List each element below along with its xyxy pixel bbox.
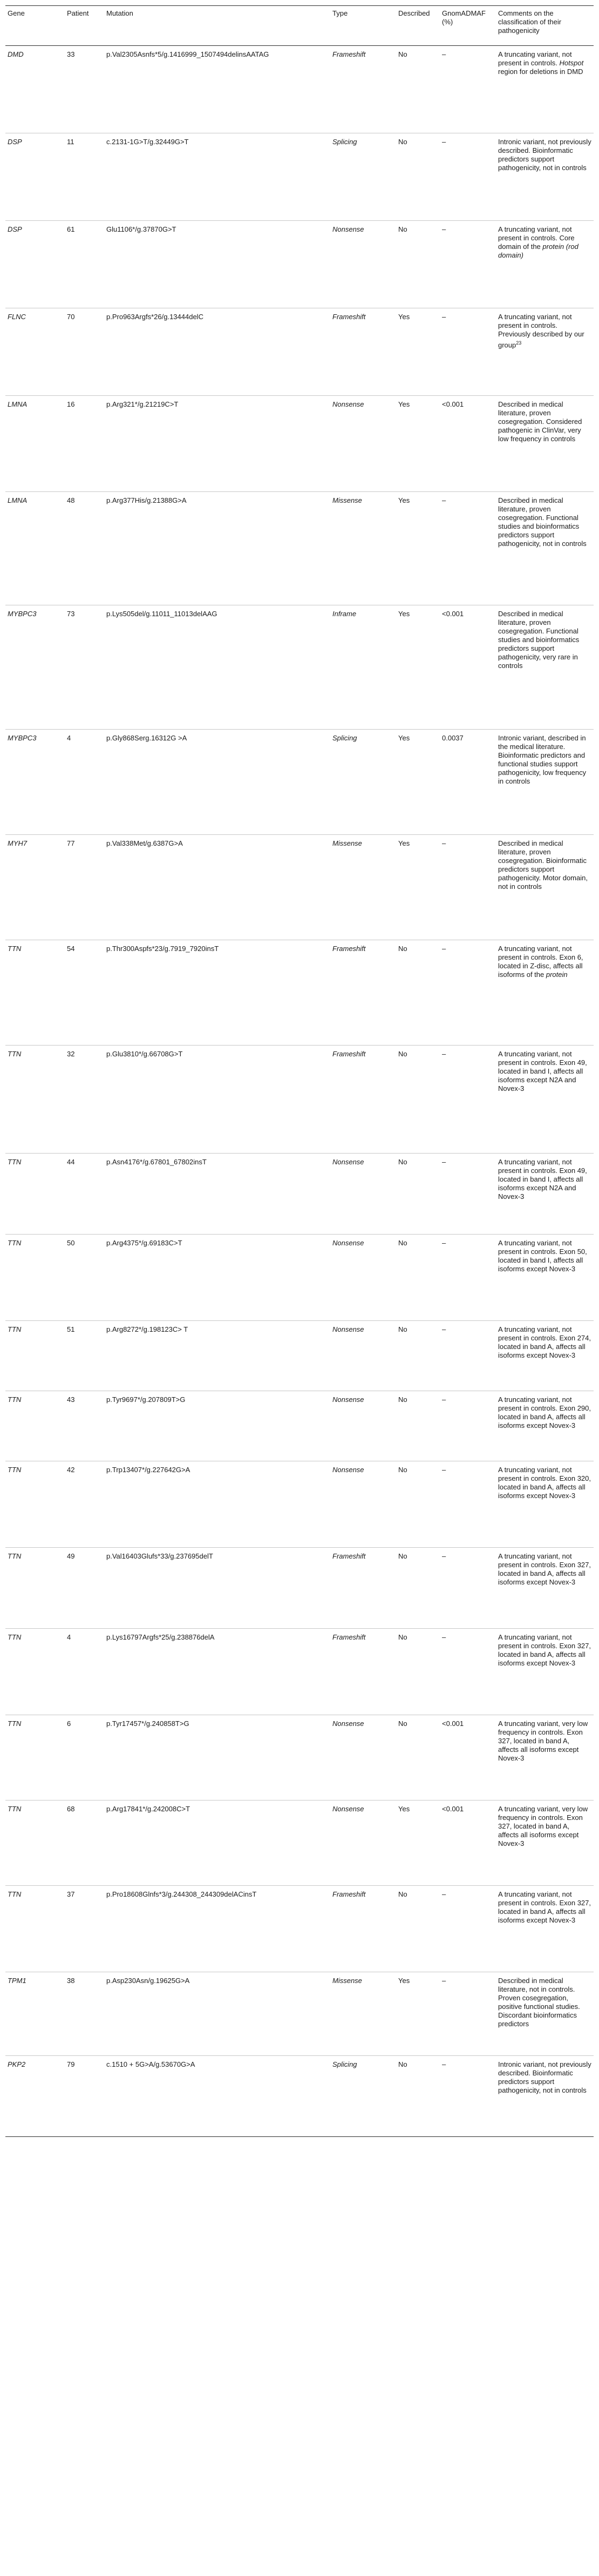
- comment-italic-text: protein: [546, 970, 568, 979]
- gene-cell: TTN: [5, 1391, 65, 1461]
- table-row: [5, 492, 594, 605]
- patient-cell: 6: [65, 1715, 104, 1800]
- type-cell: Nonsense: [330, 221, 396, 308]
- comment-text: A truncating variant, not present in controls. Exon 327, located in band A, affects all isoforms except Novex-3: [498, 1633, 591, 1667]
- gnomad-cell: –: [440, 1461, 496, 1548]
- gene-cell: TPM1: [5, 1972, 65, 2056]
- mutation-cell: c.1510 + 5G>A/g.53670G>A: [104, 2056, 330, 2137]
- gnomad-cell: <0.001: [440, 605, 496, 730]
- table-row: [5, 1548, 594, 1629]
- comment-text: Described in medical literature, not in controls. Proven cosegregation, positive functional studies. Discordant bioinformatics predictors: [498, 1977, 580, 2028]
- gnomad-cell: <0.001: [440, 396, 496, 492]
- gnomad-cell: –: [440, 835, 496, 940]
- type-cell: Frameshift: [330, 1886, 396, 1972]
- table-row: [5, 730, 594, 835]
- table-row: [5, 1886, 594, 1972]
- comment-text: A truncating variant, not present in controls. Exon 49, located in band I, affects all isoforms except N2A and Novex-3: [498, 1158, 587, 1201]
- comment-italic-text: protein (rod domain): [498, 242, 578, 259]
- mutation-cell: p.Trp13407*/g.227642G>A: [104, 1461, 330, 1548]
- comments-cell: [496, 1461, 594, 1548]
- comment-text: A truncating variant, not present in controls. Exon 320, located in band A, affects all isoforms except Novex-3: [498, 1466, 591, 1500]
- comment-text: A truncating variant, very low frequency in controls. Exon 327, located in band A, affects all isoforms except Novex-3: [498, 1805, 588, 1847]
- mutation-cell: p.Asp230Asn/g.19625G>A: [104, 1972, 330, 2056]
- patient-cell: 51: [65, 1321, 104, 1391]
- gene-cell: TTN: [5, 1886, 65, 1972]
- described-cell: No: [396, 940, 440, 1046]
- type-cell: Nonsense: [330, 396, 396, 492]
- gene-cell: TTN: [5, 1461, 65, 1548]
- comment-reference: 23: [516, 340, 522, 346]
- table-row: [5, 133, 594, 221]
- mutation-cell: p.Lys16797Argfs*25/g.238876delA: [104, 1629, 330, 1715]
- gnomad-cell: –: [440, 1886, 496, 1972]
- patient-cell: 4: [65, 1629, 104, 1715]
- comments-cell: [496, 1800, 594, 1886]
- gene-cell: FLNC: [5, 308, 65, 396]
- described-cell: No: [396, 1715, 440, 1800]
- comments-cell: [496, 605, 594, 730]
- mutation-cell: c.2131-1G>T/g.32449G>T: [104, 133, 330, 221]
- variants-table-container: [5, 5, 594, 2137]
- table-row: [5, 1391, 594, 1461]
- type-cell: Missense: [330, 835, 396, 940]
- gene-cell: TTN: [5, 940, 65, 1046]
- mutation-cell: p.Arg4375*/g.69183C>T: [104, 1235, 330, 1321]
- header-comments: Comments on the classification of their pathogenicity: [496, 6, 594, 46]
- comments-cell: [496, 221, 594, 308]
- gnomad-cell: –: [440, 940, 496, 1046]
- mutation-cell: p.Val338Met/g.6387G>A: [104, 835, 330, 940]
- patient-cell: 37: [65, 1886, 104, 1972]
- mutation-cell: p.Asn4176*/g.67801_67802insT: [104, 1154, 330, 1235]
- table-row: [5, 605, 594, 730]
- described-cell: No: [396, 1046, 440, 1154]
- type-cell: Frameshift: [330, 1046, 396, 1154]
- table-body: [5, 46, 594, 2137]
- mutation-cell: p.Gly868Serg.16312G >A: [104, 730, 330, 835]
- comment-text: A truncating variant, not present in controls. Exon 6, located in Z-disc, affects all isoforms of the: [498, 945, 583, 979]
- comment-text: A truncating variant, not present in controls. Exon 327, located in band A, affects all isoforms except Novex-3: [498, 1552, 591, 1586]
- table-row: [5, 1154, 594, 1235]
- mutation-cell: p.Arg8272*/g.198123C> T: [104, 1321, 330, 1391]
- comment-text: A truncating variant, very low frequency in controls. Exon 327, located in band A, affects all isoforms except Novex-3: [498, 1719, 588, 1762]
- gene-cell: TTN: [5, 1800, 65, 1886]
- patient-cell: 79: [65, 2056, 104, 2137]
- mutation-cell: p.Pro18608Glnfs*3/g.244308_244309delACinsT: [104, 1886, 330, 1972]
- comments-cell: [496, 1046, 594, 1154]
- mutation-cell: p.Val16403Glufs*33/g.237695delT: [104, 1548, 330, 1629]
- comment-text-tail: region for deletions in DMD: [498, 68, 583, 76]
- type-cell: Missense: [330, 1972, 396, 2056]
- comment-text: Described in medical literature, proven cosegregation. Bioinformatic predictors support pathogenicity. Motor domain, not in controls: [498, 839, 588, 891]
- described-cell: No: [396, 1629, 440, 1715]
- header-row: [5, 6, 594, 46]
- type-cell: Missense: [330, 492, 396, 605]
- gnomad-cell: –: [440, 1154, 496, 1235]
- comments-cell: [496, 46, 594, 133]
- gnomad-cell: –: [440, 1235, 496, 1321]
- gnomad-cell: –: [440, 1629, 496, 1715]
- comment-italic-text: Hotspot: [559, 59, 584, 67]
- described-cell: No: [396, 1391, 440, 1461]
- described-cell: Yes: [396, 308, 440, 396]
- gene-cell: MYBPC3: [5, 730, 65, 835]
- comment-text: Intronic variant, described in the medical literature. Bioinformatic predictors and functional studies support pathogenicity, low frequency in controls: [498, 734, 587, 785]
- table-row: [5, 308, 594, 396]
- comments-cell: [496, 835, 594, 940]
- comments-cell: [496, 1321, 594, 1391]
- patient-cell: 32: [65, 1046, 104, 1154]
- comments-cell: [496, 308, 594, 396]
- header-described: Described: [396, 6, 440, 46]
- gnomad-cell: –: [440, 221, 496, 308]
- table-row: [5, 1972, 594, 2056]
- table-row: [5, 1715, 594, 1800]
- gene-cell: TTN: [5, 1548, 65, 1629]
- patient-cell: 54: [65, 940, 104, 1046]
- gene-cell: PKP2: [5, 2056, 65, 2137]
- described-cell: Yes: [396, 835, 440, 940]
- type-cell: Frameshift: [330, 46, 396, 133]
- gnomad-cell: –: [440, 1321, 496, 1391]
- table-row: [5, 2056, 594, 2137]
- mutation-cell: p.Lys505del/g.11011_11013delAAG: [104, 605, 330, 730]
- gnomad-cell: –: [440, 133, 496, 221]
- patient-cell: 77: [65, 835, 104, 940]
- described-cell: No: [396, 2056, 440, 2137]
- comment-text: A truncating variant, not present in controls. Core domain of the: [498, 225, 575, 251]
- table-row: [5, 835, 594, 940]
- gnomad-cell: –: [440, 1972, 496, 2056]
- comment-text: A truncating variant, not present in controls.: [498, 50, 572, 67]
- mutation-cell: p.Tyr9697*/g.207809T>G: [104, 1391, 330, 1461]
- mutation-cell: p.Arg377His/g.21388G>A: [104, 492, 330, 605]
- type-cell: Frameshift: [330, 1548, 396, 1629]
- header-gene: Gene: [5, 6, 65, 46]
- comment-text: Intronic variant, not previously described. Bioinformatic predictors support pathogenicity, not in controls: [498, 138, 591, 172]
- described-cell: No: [396, 1548, 440, 1629]
- patient-cell: 33: [65, 46, 104, 133]
- comments-cell: [496, 940, 594, 1046]
- described-cell: No: [396, 1235, 440, 1321]
- mutation-cell: p.Val2305Asnfs*5/g.1416999_1507494delinsAATAG: [104, 46, 330, 133]
- type-cell: Nonsense: [330, 1154, 396, 1235]
- described-cell: No: [396, 1321, 440, 1391]
- gene-cell: TTN: [5, 1235, 65, 1321]
- mutation-cell: p.Arg17841*/g.242008C>T: [104, 1800, 330, 1886]
- gnomad-cell: –: [440, 46, 496, 133]
- patient-cell: 38: [65, 1972, 104, 2056]
- type-cell: Nonsense: [330, 1715, 396, 1800]
- gnomad-cell: –: [440, 308, 496, 396]
- type-cell: Splicing: [330, 133, 396, 221]
- gene-cell: DMD: [5, 46, 65, 133]
- comment-text: Described in medical literature, proven cosegregation. Considered pathogenic in ClinVar, very low frequency in controls: [498, 400, 582, 443]
- table-header: [5, 6, 594, 46]
- table-row: [5, 1800, 594, 1886]
- gene-cell: TTN: [5, 1321, 65, 1391]
- comments-cell: [496, 1629, 594, 1715]
- type-cell: Frameshift: [330, 1629, 396, 1715]
- comment-text: Described in medical literature, proven cosegregation. Functional studies and bioinformatics predictors support pathogenicity, not in controls: [498, 496, 587, 548]
- patient-cell: 61: [65, 221, 104, 308]
- comments-cell: [496, 1391, 594, 1461]
- gene-cell: DSP: [5, 221, 65, 308]
- comment-text: A truncating variant, not present in controls. Exon 50, located in band I, affects all isoforms except Novex-3: [498, 1239, 587, 1273]
- patient-cell: 4: [65, 730, 104, 835]
- described-cell: No: [396, 133, 440, 221]
- mutation-cell: p.Pro963Argfs*26/g.13444delC: [104, 308, 330, 396]
- table-row: [5, 1046, 594, 1154]
- patient-cell: 11: [65, 133, 104, 221]
- mutation-cell: p.Thr300Aspfs*23/g.7919_7920insT: [104, 940, 330, 1046]
- table-row: [5, 1461, 594, 1548]
- described-cell: Yes: [396, 396, 440, 492]
- comment-text: A truncating variant, not present in controls. Previously described by our group: [498, 313, 584, 349]
- patient-cell: 68: [65, 1800, 104, 1886]
- patient-cell: 16: [65, 396, 104, 492]
- gnomad-cell: <0.001: [440, 1715, 496, 1800]
- table-row: [5, 1629, 594, 1715]
- type-cell: Frameshift: [330, 940, 396, 1046]
- comments-cell: [496, 730, 594, 835]
- type-cell: Inframe: [330, 605, 396, 730]
- described-cell: Yes: [396, 730, 440, 835]
- header-type: Type: [330, 6, 396, 46]
- described-cell: No: [396, 1461, 440, 1548]
- comments-cell: [496, 2056, 594, 2137]
- described-cell: Yes: [396, 1972, 440, 2056]
- gene-cell: TTN: [5, 1715, 65, 1800]
- patient-cell: 70: [65, 308, 104, 396]
- header-gnomad: GnomADMAF (%): [440, 6, 496, 46]
- gnomad-cell: <0.001: [440, 1800, 496, 1886]
- described-cell: Yes: [396, 492, 440, 605]
- comments-cell: [496, 1548, 594, 1629]
- mutation-cell: Glu1106*/g.37870G>T: [104, 221, 330, 308]
- comment-text: A truncating variant, not present in controls. Exon 290, located in band A, affects all isoforms except Novex-3: [498, 1395, 591, 1429]
- comment-text: Intronic variant, not previously described. Bioinformatic predictors support pathogenicity, not in controls: [498, 2060, 591, 2094]
- type-cell: Frameshift: [330, 308, 396, 396]
- comments-cell: [496, 1235, 594, 1321]
- comments-cell: [496, 1886, 594, 1972]
- mutation-cell: p.Glu3810*/g.66708G>T: [104, 1046, 330, 1154]
- type-cell: Nonsense: [330, 1391, 396, 1461]
- comments-cell: [496, 1154, 594, 1235]
- gene-cell: TTN: [5, 1629, 65, 1715]
- described-cell: No: [396, 1886, 440, 1972]
- gene-cell: MYBPC3: [5, 605, 65, 730]
- variants-table: [5, 5, 594, 2137]
- gene-cell: TTN: [5, 1046, 65, 1154]
- patient-cell: 49: [65, 1548, 104, 1629]
- described-cell: No: [396, 221, 440, 308]
- comments-cell: [496, 1715, 594, 1800]
- type-cell: Nonsense: [330, 1461, 396, 1548]
- comment-text: A truncating variant, not present in controls. Exon 274, located in band A, affects all isoforms except Novex-3: [498, 1325, 591, 1359]
- gnomad-cell: –: [440, 1046, 496, 1154]
- header-patient: Patient: [65, 6, 104, 46]
- table-row: [5, 1235, 594, 1321]
- type-cell: Nonsense: [330, 1800, 396, 1886]
- gnomad-cell: –: [440, 2056, 496, 2137]
- comments-cell: [496, 396, 594, 492]
- described-cell: No: [396, 1154, 440, 1235]
- comment-text: A truncating variant, not present in controls. Exon 49, located in band I, affects all isoforms except N2A and Novex-3: [498, 1050, 587, 1093]
- type-cell: Nonsense: [330, 1321, 396, 1391]
- patient-cell: 48: [65, 492, 104, 605]
- table-row: [5, 46, 594, 133]
- described-cell: Yes: [396, 1800, 440, 1886]
- gene-cell: TTN: [5, 1154, 65, 1235]
- table-row: [5, 1321, 594, 1391]
- gene-cell: DSP: [5, 133, 65, 221]
- header-mutation: Mutation: [104, 6, 330, 46]
- patient-cell: 43: [65, 1391, 104, 1461]
- table-row: [5, 221, 594, 308]
- comments-cell: [496, 1972, 594, 2056]
- mutation-cell: p.Arg321*/g.21219C>T: [104, 396, 330, 492]
- gnomad-cell: –: [440, 1391, 496, 1461]
- described-cell: No: [396, 46, 440, 133]
- comment-text: A truncating variant, not present in controls. Exon 327, located in band A, affects all isoforms except Novex-3: [498, 1890, 591, 1924]
- gnomad-cell: –: [440, 1548, 496, 1629]
- comments-cell: [496, 492, 594, 605]
- gene-cell: MYH7: [5, 835, 65, 940]
- type-cell: Splicing: [330, 730, 396, 835]
- described-cell: Yes: [396, 605, 440, 730]
- gnomad-cell: 0.0037: [440, 730, 496, 835]
- type-cell: Splicing: [330, 2056, 396, 2137]
- mutation-cell: p.Tyr17457*/g.240858T>G: [104, 1715, 330, 1800]
- patient-cell: 50: [65, 1235, 104, 1321]
- patient-cell: 42: [65, 1461, 104, 1548]
- table-row: [5, 396, 594, 492]
- gene-cell: LMNA: [5, 492, 65, 605]
- gene-cell: LMNA: [5, 396, 65, 492]
- comment-text: Described in medical literature, proven cosegregation. Functional studies and bioinformatics predictors support pathogenicity, very rare in controls: [498, 610, 580, 670]
- comments-cell: [496, 133, 594, 221]
- table-row: [5, 940, 594, 1046]
- gnomad-cell: –: [440, 492, 496, 605]
- patient-cell: 73: [65, 605, 104, 730]
- patient-cell: 44: [65, 1154, 104, 1235]
- type-cell: Nonsense: [330, 1235, 396, 1321]
